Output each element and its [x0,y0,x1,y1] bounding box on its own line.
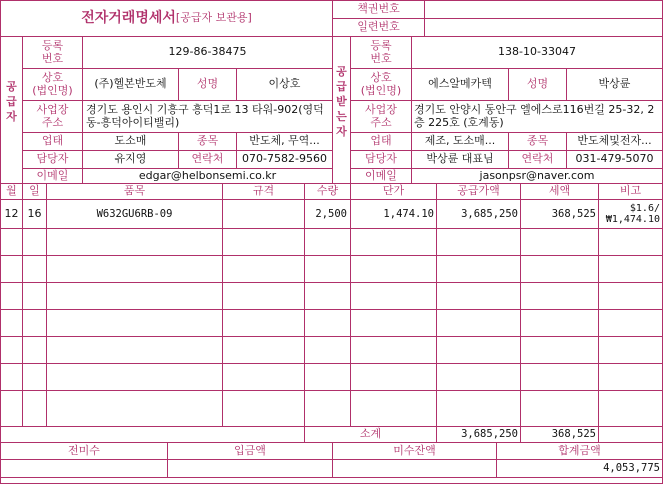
grid-line-h [0,255,663,256]
row-1-note: $1.6/ ₩1,474.10 [605,202,660,225]
title-text: 전자거래명세서 [81,10,176,27]
receiver-manager-label: 담당자 [365,152,397,166]
unpaid-label: 전미수 [68,443,100,457]
row-1-spec [223,200,304,228]
supplier-side-char: 공 [6,80,17,94]
receiver-side-char: 받 [336,95,347,109]
col-header-tax: 세액 [548,184,571,198]
receiver-address: 경기도 안양시 동안구 엘에스로116번길 25-32, 2층 225호 (호계동) [414,102,655,129]
receiver-side-label [333,37,350,168]
col-header-qty: 수량 [316,184,339,198]
supplier-type: 도소매 [114,134,147,148]
supplier-company: (주)헬본반도체 [94,77,167,91]
subtotal-label: 소계 [359,427,382,441]
deposit-label: 입금액 [234,443,266,457]
receiver-side-char: 급 [336,80,347,94]
grid-line-h [0,477,663,478]
total-value: 4,053,775 [603,461,660,474]
row-1-month: 12 [4,206,19,220]
col-header-spec: 규격 [252,184,275,198]
supplier-address-label: 사업장 주소 [36,102,69,129]
supplier-side-char: 급 [6,95,17,109]
receiver-item: 반도체및전자... [577,134,652,148]
supplier-type-label: 업태 [41,134,64,148]
receiver-manager: 박상륜 대표님 [426,152,494,166]
col-header-month: 월 [6,184,17,198]
supplier-contact: 070-7582-9560 [242,152,327,166]
row-1-qty: 2,500 [315,207,347,220]
receiver-side-char: 는 [336,109,347,123]
supplier-email-label: 이메일 [36,169,69,182]
receiver-email-label: 이메일 [365,169,397,182]
supplier-manager: 유지영 [114,152,147,166]
grid-line-h [0,309,663,310]
supplier-company-label: 상호 (법인명) [32,70,73,97]
grid-line-h [0,336,663,337]
grid-line-h [0,363,663,364]
supplier-side-char: 자 [6,109,17,123]
receiver-contact: 031-479-5070 [575,152,654,166]
receiver-name-label: 성명 [526,77,549,91]
col-header-note: 비고 [619,184,642,198]
supplier-address: 경기도 용인시 기흥구 흥덕1로 13 타워-902(영덕동-흥덕아이티밸리) [86,102,324,129]
row-1-day: 16 [27,206,42,220]
title-subtitle: [공급자 보관용] [175,11,252,25]
serial-no-label: 일련번호 [357,20,400,34]
supplier-email[interactable]: edgar@helbonsemi.co.kr [138,169,277,182]
supplier-side-label [1,37,22,168]
receiver-name: 박상륜 [598,77,631,91]
receiver-side-char: 자 [336,124,347,138]
receiver-type: 제조, 도소매... [424,134,496,148]
book-no-label: 책권번호 [357,2,400,16]
unpaid-value [1,460,165,476]
col-header-unit-price: 단가 [382,184,405,198]
col-header-supply-amount: 공급가액 [457,184,500,198]
total-label: 합계금액 [558,443,601,457]
receiver-reg-no: 138-10-33047 [498,45,576,59]
supplier-reg-no: 129-86-38475 [168,45,247,59]
row-1-supply-amount: 3,685,250 [461,207,518,220]
receiver-item-label: 종목 [526,134,549,148]
balance-value [333,460,494,476]
subtotal-tax: 368,525 [551,428,596,441]
balance-label: 미수잔액 [393,443,436,457]
receiver-reg-no-label: 등록 번호 [370,38,392,65]
receiver-address-label: 사업장 주소 [365,102,397,129]
grid-line-h [0,228,663,229]
supplier-name: 이상호 [268,77,301,91]
receiver-type-label: 업태 [370,134,392,148]
row-1-item: W632GU6RB-09 [96,207,173,220]
receiver-company-label: 상호 (법인명) [360,70,402,97]
supplier-manager-label: 담당자 [36,152,69,166]
subtotal-supply: 3,685,250 [461,428,518,441]
supplier-name-label: 성명 [196,77,219,91]
deposit-value [168,460,330,476]
supplier-item-label: 종목 [196,134,219,148]
supplier-item: 반도체, 무역... [249,134,320,148]
row-1-unit-price: 1,474.10 [383,207,434,220]
grid-line-h [0,282,663,283]
receiver-side-char: 공 [336,65,347,79]
supplier-contact-label: 연락처 [191,152,224,166]
receiver-company: 에스알메카텍 [428,77,492,91]
receiver-email[interactable]: jasonpsr@naver.com [479,169,595,182]
supplier-reg-no-label: 등록 번호 [41,38,64,65]
document-title [1,1,332,36]
grid-line-h [0,390,663,391]
row-1-tax: 368,525 [551,207,596,220]
col-header-item: 품목 [123,184,146,198]
col-header-day: 일 [29,184,40,198]
receiver-contact-label: 연락처 [521,152,554,166]
grid-line-v [598,426,599,443]
